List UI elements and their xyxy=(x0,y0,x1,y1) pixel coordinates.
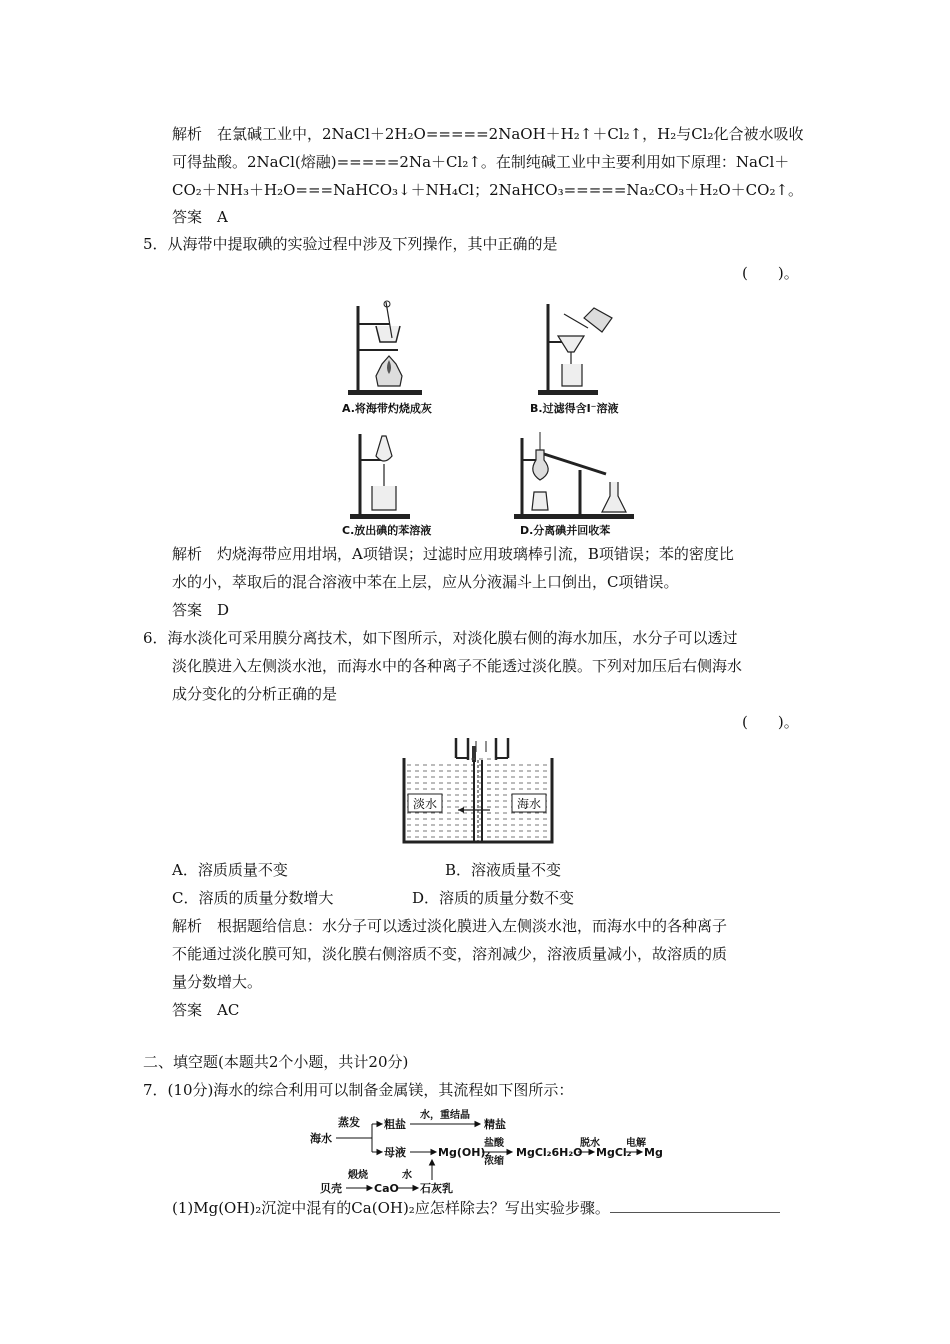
answer-blank[interactable] xyxy=(610,1198,780,1213)
q6-analysis-line-2: 不能通过淡化膜可知，淡化膜右侧溶质不变，溶剂减少，溶液质量减小，故溶质的质 xyxy=(172,945,728,963)
q4-analysis-line-1: 解析 在氯碱工业中，2NaCl＋2H₂O=====2NaOH＋H₂↑＋Cl₂↑，H₂与Cl₂化合被水吸收 xyxy=(172,125,804,143)
flow-mgcl2: MgCl₂ xyxy=(596,1146,632,1159)
flow-crude-salt: 粗盐 xyxy=(384,1118,406,1131)
flow-mother-liquor: 母液 xyxy=(384,1146,406,1159)
q5-answer: 答案 D xyxy=(172,601,230,619)
flow-mgoh2: Mg(OH)₂ xyxy=(438,1146,491,1159)
flow-mg: Mg xyxy=(644,1146,663,1159)
figure-a-burning-apparatus xyxy=(340,298,460,418)
flow-electrolysis: 电解 xyxy=(626,1138,646,1149)
q6-stem-line-2: 淡化膜进入左侧淡水池，而海水中的各种离子不能透过淡化膜。下列对加压后右侧海水 xyxy=(172,657,743,675)
caption-c: C.放出碘的苯溶液 xyxy=(342,524,432,537)
q4-analysis-line-3: CO₂＋NH₃＋H₂O===NaHCO₃↓＋NH₄Cl；2NaHCO₃=====Na₂CO₃＋H₂O＋CO₂↑。 xyxy=(172,181,804,199)
flow-cao: CaO xyxy=(374,1182,399,1195)
q6-analysis-line-1: 解析 根据题给信息：水分子可以透过淡化膜进入左侧淡水池，而海水中的各种离子 xyxy=(172,917,728,935)
section-2-title: 二、填空题(本题共2个小题，共计20分) xyxy=(143,1053,409,1071)
flow-dehydrate: 脱水 xyxy=(580,1138,600,1149)
q4-analysis-line-2: 可得盐酸。2NaCl(熔融)=====2Na＋Cl₂↑。在制纯碱工业中主要利用如下原理：NaCl＋ xyxy=(172,153,790,171)
flow-mgcl2-6h2o: MgCl₂6H₂O xyxy=(516,1146,583,1159)
flow-water: 水 xyxy=(402,1170,412,1181)
q5-analysis-line-2: 水的小，萃取后的混合溶液中苯在上层，应从分液漏斗上口倒出，C项错误。 xyxy=(172,573,679,591)
q6-option-b: B．溶液质量不变 xyxy=(445,861,562,879)
figure-d-distillation-apparatus xyxy=(510,430,640,540)
q6-option-d: D．溶质的质量分数不变 xyxy=(412,889,575,907)
flow-drawing xyxy=(308,1104,668,1196)
flow-conc: 浓缩 xyxy=(484,1156,504,1167)
q7-part-1-text: (1)Mg(OH)₂沉淀中混有的Ca(OH)₂应怎样除去？写出实验步骤。 xyxy=(172,1199,610,1217)
magnesium-flow-diagram xyxy=(308,1104,668,1196)
q6-stem-line-1: 6．海水淡化可采用膜分离技术，如下图所示，对淡化膜右侧的海水加压，水分子可以透过 xyxy=(143,629,738,647)
q4-answer: 答案 A xyxy=(172,208,228,226)
flow-calcine: 煅烧 xyxy=(348,1170,368,1181)
figure-b-drawing xyxy=(528,298,648,398)
q6-analysis-line-3: 量分数增大。 xyxy=(172,973,263,991)
flow-evaporate: 蒸发 xyxy=(338,1116,360,1129)
figure-d-drawing xyxy=(510,430,640,522)
q5-stem: 5．从海带中提取碘的实验过程中涉及下列操作，其中正确的是 xyxy=(143,235,558,253)
flow-hcl: 盐酸 xyxy=(484,1138,504,1149)
caption-a: A.将海带灼烧成灰 xyxy=(342,402,432,415)
label-sea-water: 海水 xyxy=(516,797,542,811)
q6-answer-paren: ( )。 xyxy=(742,713,799,731)
q6-answer: 答案 AC xyxy=(172,1001,240,1019)
figure-c-separatory-funnel xyxy=(340,430,460,540)
flow-recrystal: 水，重结晶 xyxy=(420,1110,470,1121)
q5-answer-paren: ( )。 xyxy=(742,264,799,282)
q7-stem: 7．(10分)海水的综合利用可以制备金属镁，其流程如下图所示： xyxy=(143,1081,574,1099)
q6-option-c: C．溶质的质量分数增大 xyxy=(172,889,334,907)
figure-b-filtration-apparatus xyxy=(528,298,648,418)
figure-a-drawing xyxy=(340,298,460,398)
flow-fine-salt: 精盐 xyxy=(484,1118,506,1131)
q6-stem-line-3: 成分变化的分析正确的是 xyxy=(172,685,338,703)
membrane-drawing xyxy=(398,738,558,848)
flow-seawater: 海水 xyxy=(310,1132,332,1145)
q7-part-1 xyxy=(172,1198,780,1218)
caption-d: D.分离碘并回收苯 xyxy=(520,524,611,537)
q6-option-a: A．溶质质量不变 xyxy=(172,861,288,879)
figure-c-drawing xyxy=(340,430,460,522)
q5-analysis-line-1: 解析 灼烧海带应用坩埚，A项错误；过滤时应用玻璃棒引流，B项错误；苯的密度比 xyxy=(172,545,734,563)
membrane-desalination-figure xyxy=(398,738,558,848)
flow-lime-milk: 石灰乳 xyxy=(420,1182,453,1195)
label-fresh-water: 淡水 xyxy=(412,797,438,811)
flow-shell: 贝壳 xyxy=(320,1182,342,1195)
caption-b: B.过滤得含I⁻溶液 xyxy=(530,402,619,415)
